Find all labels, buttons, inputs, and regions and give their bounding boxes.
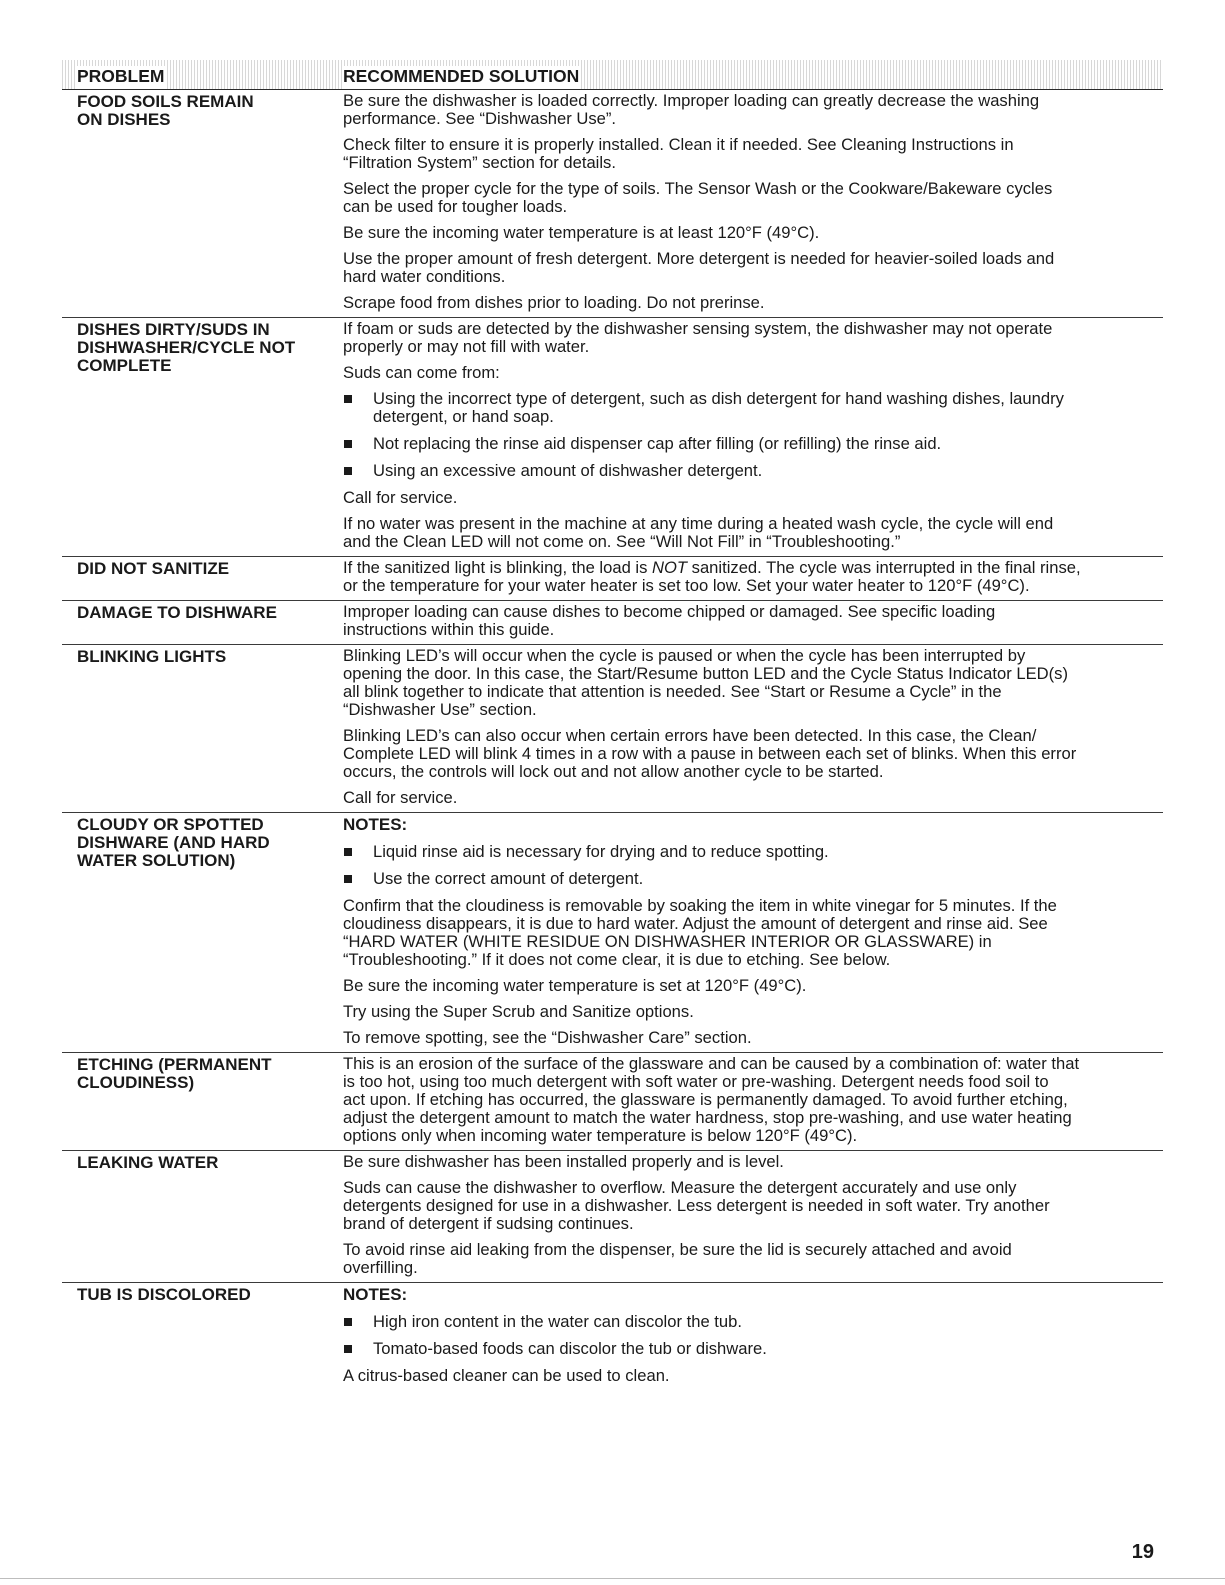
- bullet-text: High iron content in the water can discolor the tub.: [373, 1312, 742, 1331]
- solution-paragraph: To avoid rinse aid leaking from the dispenser, be sure the lid is securely attached and avoid overfilling.: [343, 1240, 1012, 1277]
- solution-paragraph: Select the proper cycle for the type of soils. The Sensor Wash or the Cookware/Bakeware cycles can be used for tougher loads.: [343, 179, 1053, 216]
- solution-cell: [340, 1055, 1163, 1147]
- square-bullet-icon: [343, 870, 373, 888]
- solution-paragraph: Be sure the incoming water temperature is at least 120°F (49°C).: [343, 223, 820, 242]
- problem-title: FOOD SOILS REMAIN ON DISHES: [77, 92, 254, 129]
- solution-paragraph: Be sure the dishwasher is loaded correctly. Improper loading can greatly decrease the washing performance. See “Dishwasher Use”.: [343, 91, 1040, 128]
- square-bullet-icon: [343, 435, 373, 453]
- table-body: [62, 90, 1163, 1390]
- table-row: [62, 557, 1163, 601]
- solution-paragraph: If foam or suds are detected by the dishwasher sensing system, the dishwasher may not operate properly or may not fill with water.: [343, 319, 1053, 356]
- solution-paragraph: A citrus-based cleaner can be used to clean.: [343, 1366, 670, 1385]
- problem-title: DAMAGE TO DISHWARE: [77, 603, 277, 622]
- problem-title: DISHES DIRTY/SUDS IN DISHWASHER/CYCLE NOT COMPLETE: [77, 320, 296, 375]
- problem-cell: [62, 92, 340, 314]
- problem-title: CLOUDY OR SPOTTED DISHWARE (AND HARD WATER SOLUTION): [77, 815, 270, 870]
- problem-title: BLINKING LIGHTS: [77, 647, 227, 666]
- solution-paragraph: Use the proper amount of fresh detergent. More detergent is needed for heavier-soiled loads and hard water conditions.: [343, 249, 1055, 286]
- table-row: [62, 1283, 1163, 1390]
- page-number: 19: [1131, 1541, 1154, 1563]
- problem-title: LEAKING WATER: [77, 1153, 219, 1172]
- solution-paragraph: Check filter to ensure it is properly installed. Clean it if needed. See Cleaning Instructions in “Filtration System” section for details.: [343, 135, 1014, 172]
- solution-paragraph: Be sure dishwasher has been installed properly and is level.: [343, 1152, 784, 1171]
- problem-title: DID NOT SANITIZE: [77, 559, 230, 578]
- problem-cell: [62, 603, 340, 641]
- problem-column-header: PROBLEM: [77, 66, 165, 89]
- notes-heading: NOTES:: [343, 815, 408, 834]
- problem-cell: [62, 1055, 340, 1147]
- solution-bullet: [343, 390, 1159, 426]
- solution-cell: [340, 647, 1163, 809]
- solution-paragraph: To remove spotting, see the “Dishwasher Care” section.: [343, 1028, 752, 1047]
- square-bullet-icon: [343, 1313, 373, 1331]
- solution-cell: [340, 320, 1163, 553]
- solution-paragraph: This is an erosion of the surface of the glassware and can be caused by a combination of: water that is too hot, using too much detergent with soft water or pre-washing. Detergent needs food soil to act upon. If etching has occurred, the glassware is permanently damaged. To avoid further etching, adjust the detergent amount to match the water hardness, stop pre-washing, and use water heating options only when incoming water temperature is below 120°F (49°C).: [343, 1054, 1080, 1145]
- solution-bullet: [343, 462, 1159, 480]
- table-row: [62, 90, 1163, 318]
- solution-cell: [340, 815, 1163, 1049]
- solution-cell: [340, 92, 1163, 314]
- problem-cell: [62, 320, 340, 553]
- problem-cell: [62, 1153, 340, 1279]
- solution-cell: [340, 1153, 1163, 1279]
- solution-bullet: [343, 435, 1159, 453]
- bullet-text: Using the incorrect type of detergent, such as dish detergent for hand washing dishes, laundry detergent, or hand soap.: [373, 389, 1064, 426]
- bullet-text: Use the correct amount of detergent.: [373, 869, 644, 888]
- solution-paragraph: Blinking LED’s will occur when the cycle is paused or when the cycle has been interrupted by opening the door. In this case, the Start/Resume button LED and the Cycle Status Indicator LED(s) all blink together to indicate that attention is needed. See “Start or Resume a Cycle” in the “Dishwasher Use” section.: [343, 646, 1068, 719]
- problem-cell: [62, 647, 340, 809]
- square-bullet-icon: [343, 390, 373, 426]
- solution-paragraph: Blinking LED’s can also occur when certain errors have been detected. In this case, the Clean/ Complete LED will blink 4 times in a row with a pause in between each set of blinks. When this error occurs, the controls will lock out and not allow another cycle to be started.: [343, 726, 1077, 781]
- solution-bullet: [343, 870, 1159, 888]
- notes-heading: NOTES:: [343, 1285, 408, 1304]
- solution-paragraph: Try using the Super Scrub and Sanitize options.: [343, 1002, 694, 1021]
- solution-column-header: RECOMMENDED SOLUTION: [343, 66, 579, 89]
- bullet-text: Liquid rinse aid is necessary for drying and to reduce spotting.: [373, 842, 829, 861]
- solution-paragraph: Be sure the incoming water temperature is set at 120°F (49°C).: [343, 976, 807, 995]
- solution-cell: [340, 1285, 1163, 1387]
- problem-title: ETCHING (PERMANENT CLOUDINESS): [77, 1055, 272, 1092]
- solution-paragraph: Call for service.: [343, 488, 458, 507]
- square-bullet-icon: [343, 1340, 373, 1358]
- table-row: [62, 1151, 1163, 1283]
- problem-cell: [62, 1285, 340, 1387]
- solution-bullet: [343, 843, 1159, 861]
- solution-cell: [340, 559, 1163, 597]
- table-row: [62, 645, 1163, 813]
- solution-paragraph: If the sanitized light is blinking, the load is NOT sanitized. The cycle was interrupted in the final rinse, or the temperature for your water heater is set too low. Set your water heater to 120°F (49°C).: [343, 558, 1081, 595]
- bullet-text: Not replacing the rinse aid dispenser cap after filling (or refilling) the rinse aid.: [373, 434, 942, 453]
- table-row: [62, 318, 1163, 557]
- page-bottom-rule: [0, 1578, 1225, 1579]
- problem-title: TUB IS DISCOLORED: [77, 1285, 251, 1304]
- problem-cell: [62, 559, 340, 597]
- solution-paragraph: Confirm that the cloudiness is removable by soaking the item in white vinegar for 5 minutes. If the cloudiness disappears, it is due to hard water. Adjust the amount of detergent and rinse aid. See “HARD WATER (WHITE RESIDUE ON DISHWASHER INTERIOR OR GLASSWARE) in “Troubleshooting.” If it does not come clear, it is due to etching. See below.: [343, 896, 1057, 969]
- table-header: [62, 60, 1163, 90]
- solution-paragraph: Call for service.: [343, 788, 458, 807]
- solution-bullet: [343, 1313, 1159, 1331]
- solution-paragraph: Scrape food from dishes prior to loading. Do not prerinse.: [343, 293, 765, 312]
- square-bullet-icon: [343, 462, 373, 480]
- bullet-text: Tomato-based foods can discolor the tub or dishware.: [373, 1339, 767, 1358]
- bullet-text: Using an excessive amount of dishwasher detergent.: [373, 461, 763, 480]
- square-bullet-icon: [343, 843, 373, 861]
- troubleshooting-table: [62, 60, 1163, 1390]
- solution-cell: [340, 603, 1163, 641]
- table-row: [62, 601, 1163, 645]
- table-row: [62, 1053, 1163, 1151]
- solution-paragraph: If no water was present in the machine at any time during a heated wash cycle, the cycle will end and the Clean LED will not come on. See “Will Not Fill” in “Troubleshooting.”: [343, 514, 1054, 551]
- table-row: [62, 813, 1163, 1053]
- problem-cell: [62, 815, 340, 1049]
- solution-bullet: [343, 1340, 1159, 1358]
- solution-paragraph: Improper loading can cause dishes to become chipped or damaged. See specific loading instructions within this guide.: [343, 602, 996, 639]
- solution-paragraph: Suds can come from:: [343, 363, 500, 382]
- solution-paragraph: Suds can cause the dishwasher to overflow. Measure the detergent accurately and use only detergents designed for use in a dishwasher. Less detergent is needed in soft water. Try another brand of detergent if sudsing continues.: [343, 1178, 1050, 1233]
